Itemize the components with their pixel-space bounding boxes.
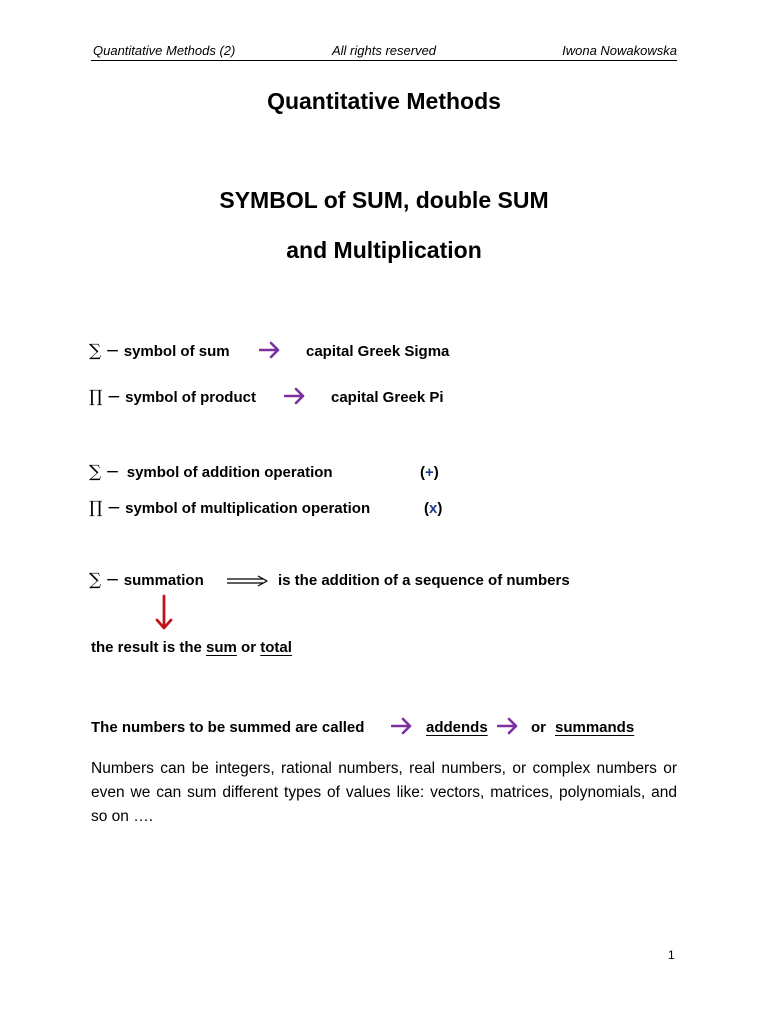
multiplication-definition — [89, 498, 370, 518]
paren-open: ( — [420, 464, 425, 481]
sum-meaning: capital Greek Sigma — [306, 343, 450, 360]
paren-close: ) — [433, 464, 439, 481]
product-definition — [89, 387, 256, 407]
page-number: 1 — [668, 948, 675, 962]
dash-symbol: − — [105, 570, 120, 590]
sum-term: sum — [206, 639, 237, 656]
summation-label: summation — [123, 572, 204, 589]
addends-term: addends — [426, 719, 488, 736]
plus-operator: + — [425, 464, 434, 481]
paren-close: ) — [437, 500, 443, 517]
section-title-line2: and Multiplication — [286, 237, 482, 263]
header-left: Quantitative Methods (2) — [93, 43, 236, 58]
page-header — [91, 42, 677, 61]
pi-symbol: ∏ — [89, 498, 103, 518]
addends-statement: The numbers to be summed are called — [91, 719, 365, 736]
explanation-paragraph: Numbers can be integers, rational numbers, real numbers, or complex numbers or even we can sum different types of values like: vectors, matrices, polynomials, and so on …. — [91, 760, 677, 825]
product-label: symbol of product — [125, 389, 256, 406]
sum-definition — [89, 341, 230, 361]
multiplication-label: symbol of multiplication operation — [125, 500, 371, 517]
summation-meaning: is the addition of a sequence of numbers — [278, 572, 570, 589]
right-arrow-icon — [497, 717, 519, 735]
right-arrow-icon — [284, 387, 306, 405]
page-title: Quantitative Methods — [267, 88, 501, 114]
addition-operator — [420, 464, 439, 481]
right-arrow-icon — [391, 717, 413, 735]
product-meaning: capital Greek Pi — [331, 389, 444, 406]
implies-arrow-icon — [227, 575, 269, 587]
or-word: or — [531, 719, 546, 736]
header-right: Iwona Nowakowska — [562, 43, 677, 58]
addition-label: symbol of addition operation — [126, 464, 333, 481]
or-word: or — [241, 639, 257, 656]
times-operator: x — [429, 500, 438, 517]
sum-label: symbol of sum — [123, 343, 230, 360]
sigma-symbol: ∑ — [89, 341, 102, 361]
sigma-symbol: ∑ — [89, 570, 102, 590]
down-arrow-icon — [154, 594, 174, 632]
summands-term: summands — [555, 719, 635, 736]
result-prefix: the result is the — [91, 639, 202, 656]
header-center: All rights reserved — [332, 43, 437, 58]
dash-symbol: − — [105, 341, 120, 361]
dash-symbol: − — [106, 387, 121, 407]
paren-open: ( — [424, 500, 429, 517]
dash-symbol: − — [106, 498, 121, 518]
section-title-line1: SYMBOL of SUM, double SUM — [219, 187, 549, 213]
addition-definition — [89, 462, 333, 482]
multiplication-operator — [424, 500, 442, 517]
total-term: total — [260, 639, 292, 656]
sigma-symbol: ∑ — [89, 462, 102, 482]
dash-symbol: − — [105, 462, 120, 482]
summation-definition — [89, 570, 204, 590]
result-statement — [91, 639, 292, 656]
right-arrow-icon — [259, 341, 281, 359]
pi-symbol: ∏ — [89, 387, 103, 407]
